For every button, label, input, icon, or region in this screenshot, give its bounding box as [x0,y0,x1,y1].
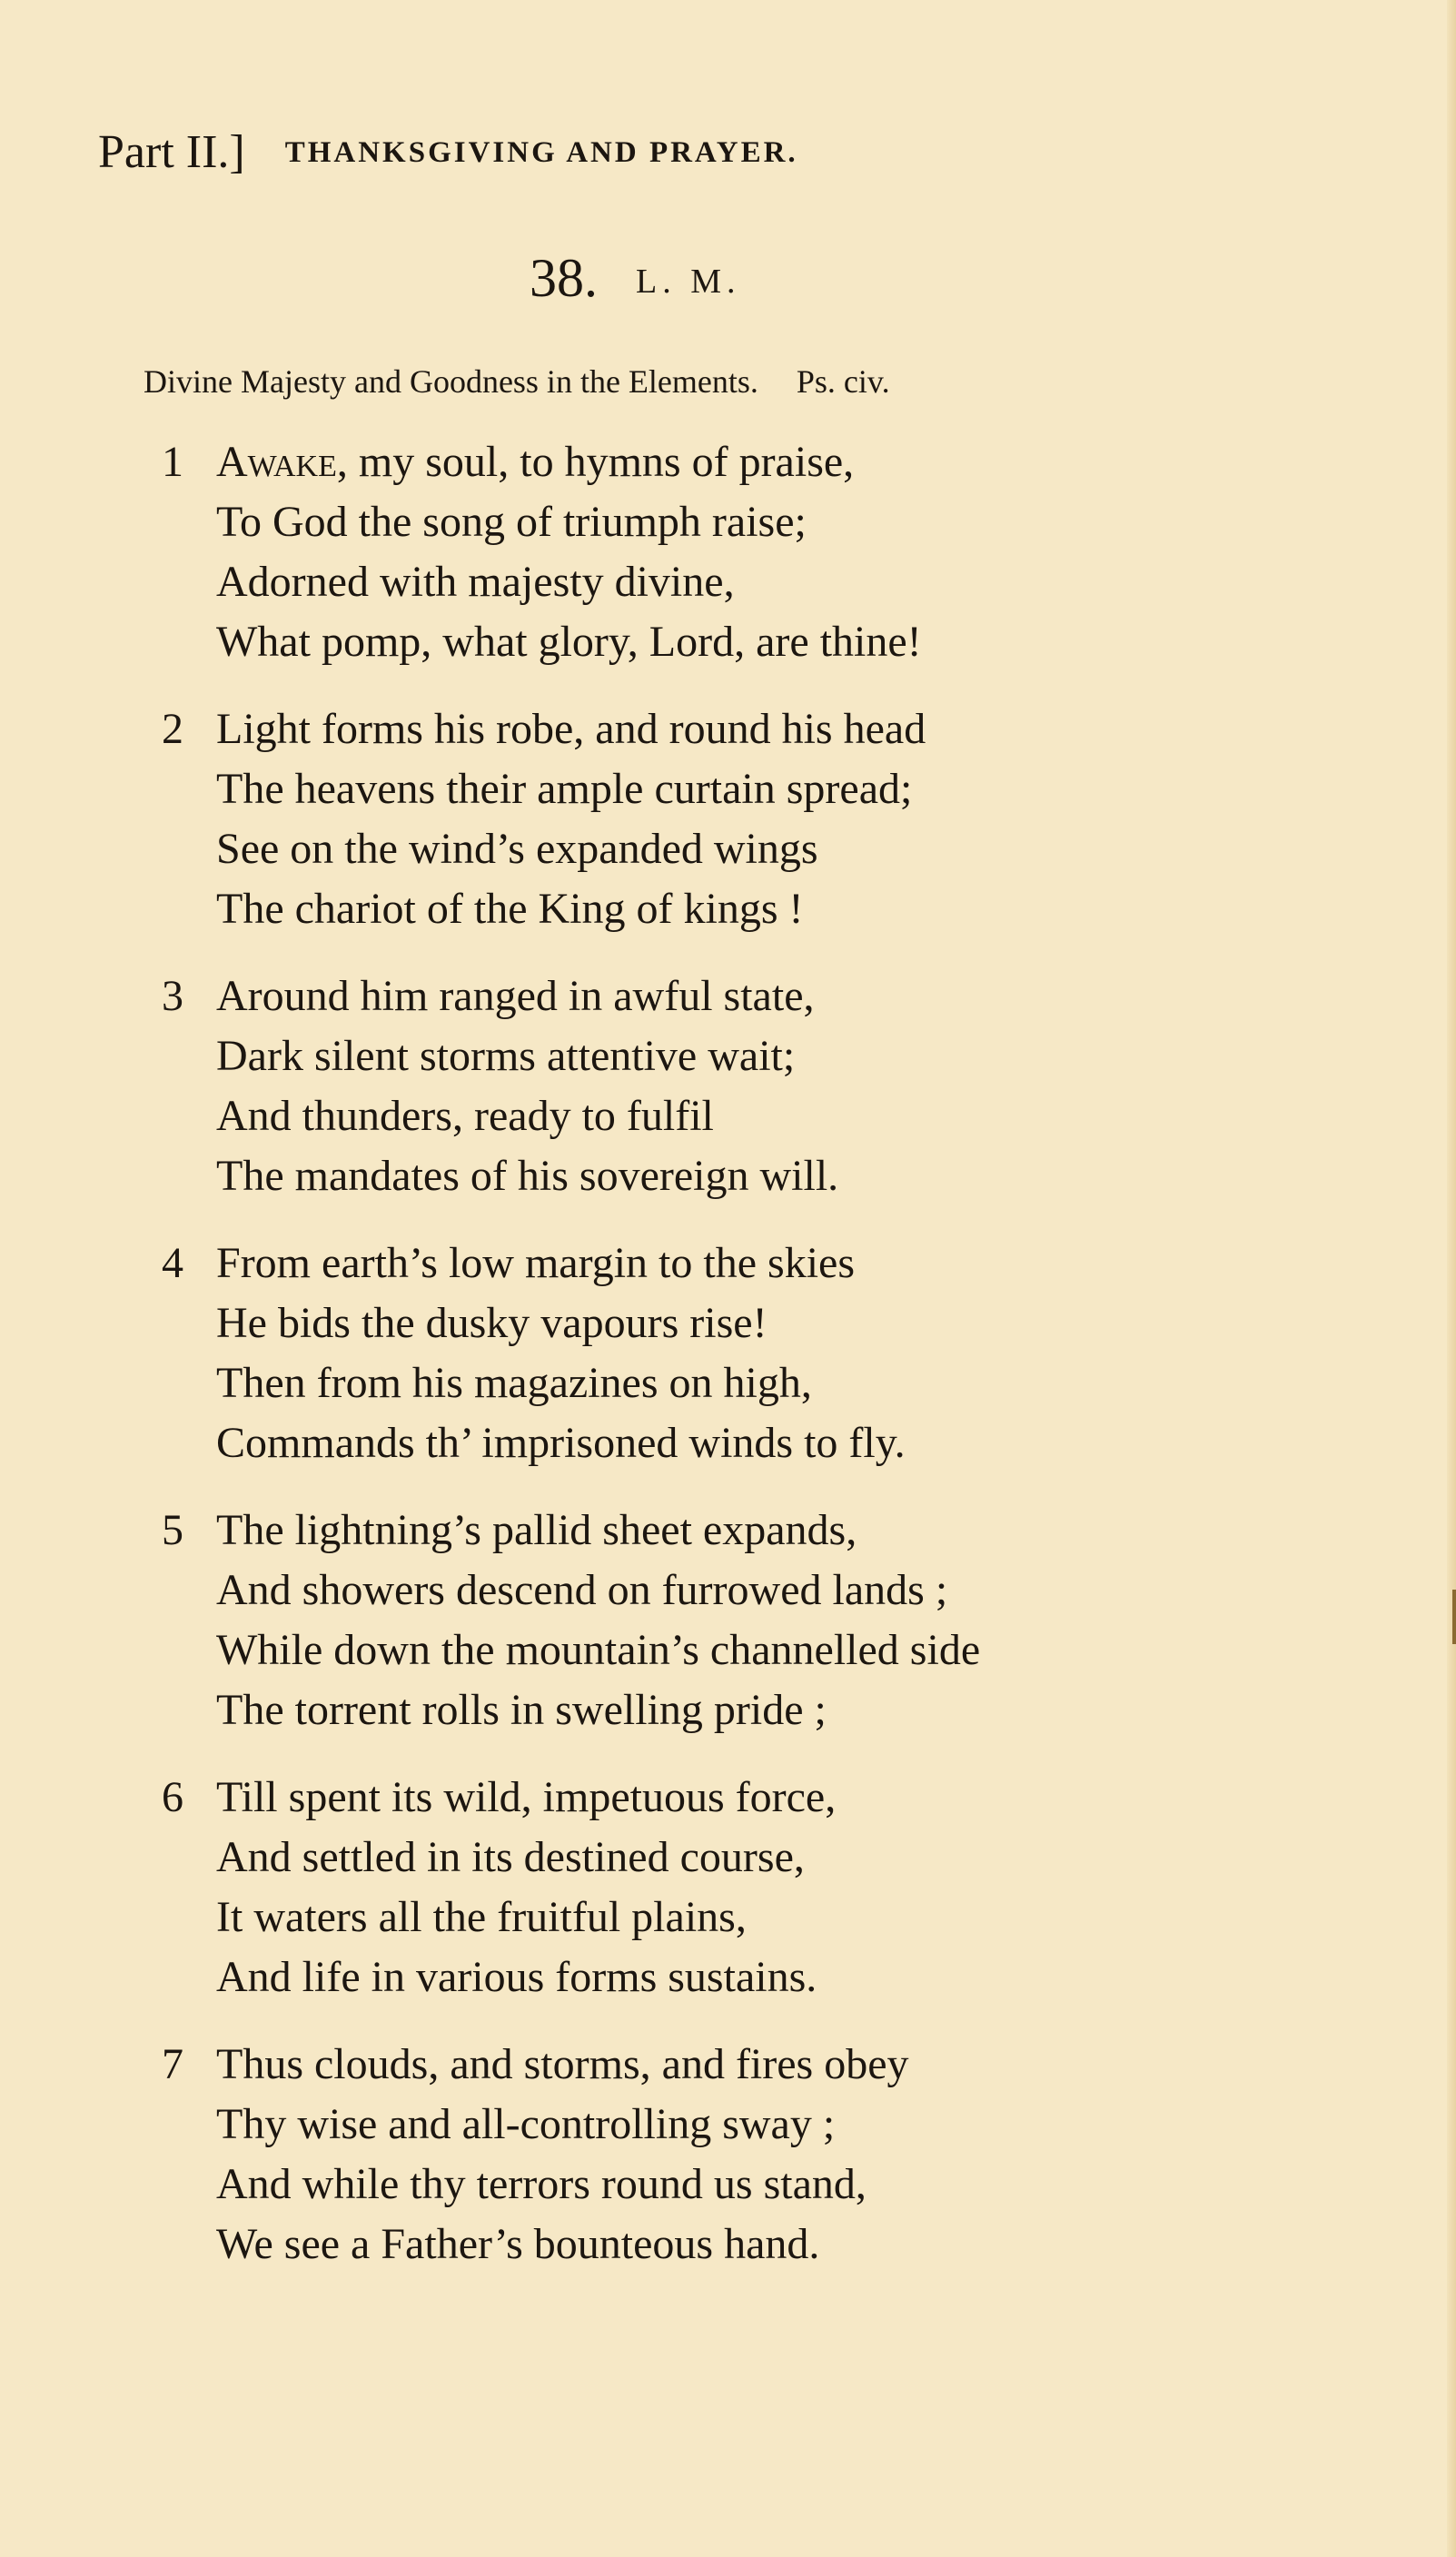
stanza-line: While down the mountain’s channelled side [216,1626,981,1674]
running-title: THANKSGIVING AND PRAYER. [284,136,798,169]
stanza-line: The lightning’s pallid sheet expands, [216,1506,857,1554]
stanza-line: Thy wise and all-controlling sway ; [216,2100,836,2148]
stanza-line: The chariot of the King of kings ! [216,885,804,933]
stanza-number: 7 [162,2040,183,2088]
stanza-line: The heavens their ample curtain spread; [216,765,913,813]
stanza-line: Then from his magazines on high, [216,1359,812,1407]
part-label: Part II.] [98,126,245,178]
stanza-5 [162,1501,1333,1740]
stanza-line: From earth’s low margin to the skies [216,1239,856,1287]
stanza-number: 3 [162,972,183,1020]
stanza-4 [162,1234,1333,1473]
stanza-3 [162,966,1333,1206]
stanza-line: Thus clouds, and storms, and fires obey [216,2040,909,2088]
stanza-line: The mandates of his sovereign will. [216,1152,839,1200]
stanza-line: And life in various forms sustains. [216,1953,817,2001]
stanza-line: The torrent rolls in swelling pride ; [216,1686,827,1734]
first-word: Awake [216,438,337,486]
scripture-reference: Ps. civ. [796,363,890,400]
first-line-rest: , my soul, to hymns of praise, [336,438,855,486]
hymn-meter: L. M. [636,263,741,301]
stanza-line: What pomp, what glory, Lord, are thine! [216,618,922,666]
stanza-2 [162,699,1333,939]
stanza-number: 4 [162,1239,183,1287]
stanza-line: Around him ranged in awful state, [216,972,815,1020]
margin-mark [1452,1590,1456,1644]
stanza-7 [162,2035,1333,2275]
stanza-line: He bids the dusky vapours rise! [216,1299,768,1347]
stanza-6 [162,1768,1333,2007]
stanza-line: Till spent its wild, impetuous force, [216,1773,837,1821]
stanza-line: And settled in its destined course, [216,1833,805,1881]
stanza-line: Dark silent storms attentive wait; [216,1032,796,1080]
hymn-subtitle [144,365,890,398]
stanza-line: Light forms his robe, and round his head [216,705,926,753]
running-head [98,126,798,178]
stanza-number: 6 [162,1773,183,1821]
stanza-line [216,432,1333,492]
stanza-line: Commands th’ imprisoned winds to fly. [216,1419,906,1467]
hymn-number: 38. [530,248,598,308]
stanza-number: 2 [162,705,183,753]
stanza-line: And while thy terrors round us stand, [216,2160,867,2208]
hymn-heading [530,248,741,308]
stanza-line: And showers descend on furrowed lands ; [216,1566,948,1614]
page-edge [1447,0,1456,2557]
stanza-1 [162,432,1333,672]
stanza-line: To God the song of triumph raise; [216,498,807,546]
stanza-line: We see a Father’s bounteous hand. [216,2220,820,2268]
stanza-line: See on the wind’s expanded wings [216,825,818,873]
stanza-number: 1 [162,438,183,486]
stanza-line: It waters all the fruitful plains, [216,1893,747,1941]
stanza-line: Adorned with majesty divine, [216,558,735,606]
stanza-number: 5 [162,1506,183,1554]
subtitle-text: Divine Majesty and Goodness in the Elements. [144,363,758,400]
stanza-line: And thunders, ready to fulfil [216,1092,714,1140]
